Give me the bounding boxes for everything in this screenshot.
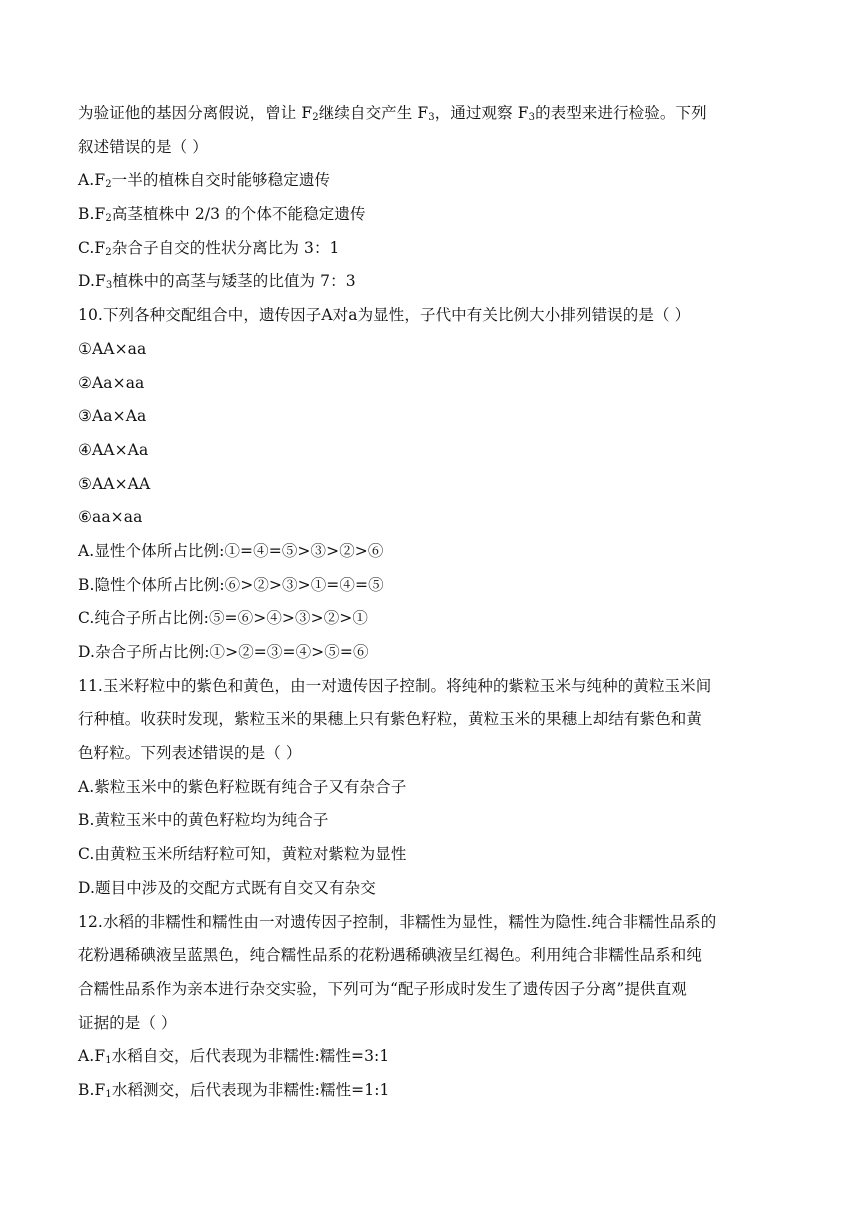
subscript: 3 bbox=[428, 112, 435, 123]
option-text: 植株中的高茎与矮茎的比值为 7：3 bbox=[112, 272, 356, 291]
q9-stem-line-2: 叙述错误的是（ ） bbox=[78, 137, 208, 156]
q10-option-c: C.纯合子所占比例:⑤=⑥>④>③>②>① bbox=[78, 609, 368, 628]
q9-option-d bbox=[78, 265, 778, 299]
option-text: B.F bbox=[78, 205, 106, 224]
subscript: 2 bbox=[105, 213, 112, 225]
q9-stem-line-1 bbox=[78, 97, 778, 131]
q9-stem-text: 继续自交产生 F bbox=[318, 104, 429, 122]
q12-stem-line-4: 证据的是（ ） bbox=[78, 1013, 177, 1032]
q9-stem-text: 的表型来进行检验。下列 bbox=[535, 104, 707, 122]
subscript: 3 bbox=[528, 112, 536, 123]
subscript: 2 bbox=[105, 179, 112, 191]
option-text: 水稻测交，后代表现为非糯性:糯性=1:1 bbox=[111, 1080, 390, 1099]
option-text: 水稻自交，后代表现为非糯性:糯性=3:1 bbox=[111, 1047, 390, 1066]
q9-option-b bbox=[78, 198, 778, 232]
q12-stem-line-2: 花粉遇稀碘液呈蓝黑色，纯合糯性品系的花粉遇稀碘液呈红褐色。利用纯合非糯性品系和纯 bbox=[78, 946, 703, 965]
q10-stem: 10.下列各种交配组合中，遗传因子A对a为显性，子代中有关比例大小排列错误的是（ ） bbox=[78, 306, 691, 325]
subscript: 3 bbox=[105, 280, 113, 292]
q10-cross-6: ⑥aa×aa bbox=[78, 508, 143, 527]
q10-cross-2: ②Aa×aa bbox=[78, 373, 145, 392]
option-text: 一半的植株自交时能够稳定遗传 bbox=[111, 171, 331, 190]
q10-cross-3: ③Aa×Aa bbox=[78, 407, 147, 426]
subscript: 1 bbox=[105, 1088, 112, 1100]
subscript: 2 bbox=[105, 246, 112, 258]
q11-stem-line-2: 行种植。收获时发现，紫粒玉米的果穗上只有紫色籽粒，黄粒玉米的果穗上却结有紫色和黄 bbox=[78, 710, 703, 729]
q11-option-d: D.题目中涉及的交配方式既有自交又有杂交 bbox=[78, 878, 376, 897]
q12-stem-line-1: 12.水稻的非糯性和糯性由一对遗传因子控制，非糯性为显性，糯性为隐性.纯合非糯性品系的 bbox=[78, 912, 717, 931]
q12-stem-line-3: 合糯性品系作为亲本进行杂交实验，下列可为“配子形成时发生了遗传因子分离”提供直观 bbox=[78, 979, 687, 998]
q9-stem-text: 为验证他的基因分离假说，曾让 F bbox=[78, 104, 313, 122]
option-text: D.F bbox=[78, 272, 106, 291]
q10-option-a: A.显性个体所占比例:①=④=⑤>③>②>⑥ bbox=[78, 541, 384, 560]
q10-option-b: B.隐性个体所占比例:⑥>②>③>①=④=⑤ bbox=[78, 575, 384, 594]
option-text: C.F bbox=[78, 238, 106, 257]
q11-option-a: A.紫粒玉米中的紫色籽粒既有纯合子又有杂合子 bbox=[78, 777, 407, 796]
q10-cross-1: ①AA×aa bbox=[78, 339, 147, 358]
option-text: A.F bbox=[78, 171, 106, 190]
option-text: B.F bbox=[78, 1080, 106, 1099]
q11-stem-line-1: 11.玉米籽粒中的紫色和黄色，由一对遗传因子控制。将纯种的紫粒玉米与纯种的黄粒玉米间 bbox=[78, 676, 712, 695]
option-text: 杂合子自交的性状分离比为 3：1 bbox=[111, 238, 340, 257]
option-text: 高茎植株中 2/3 的个体不能稳定遗传 bbox=[111, 205, 366, 224]
q10-option-d: D.杂合子所占比例:①>②=③=④>⑤=⑥ bbox=[78, 643, 369, 661]
q12-option-a bbox=[78, 1040, 778, 1074]
subscript: 2 bbox=[312, 112, 319, 123]
subscript: 1 bbox=[105, 1055, 112, 1067]
option-text: A.F bbox=[78, 1047, 106, 1066]
q11-option-b: B.黄粒玉米中的黄色籽粒均为纯合子 bbox=[78, 811, 329, 830]
q9-option-c bbox=[78, 232, 778, 266]
q10-cross-5: ⑤AA×AA bbox=[78, 474, 151, 493]
q10-cross-4: ④AA×Aa bbox=[78, 440, 149, 459]
q9-stem-text: ，通过观察 F bbox=[434, 104, 529, 122]
document-body bbox=[78, 97, 778, 1108]
q11-option-c: C.由黄粒玉米所结籽粒可知，黄粒对紫粒为显性 bbox=[78, 845, 407, 864]
q11-stem-line-3: 色籽粒。下列表述错误的是（ ） bbox=[78, 744, 302, 763]
q9-option-a bbox=[78, 164, 778, 198]
q12-option-b bbox=[78, 1074, 778, 1108]
